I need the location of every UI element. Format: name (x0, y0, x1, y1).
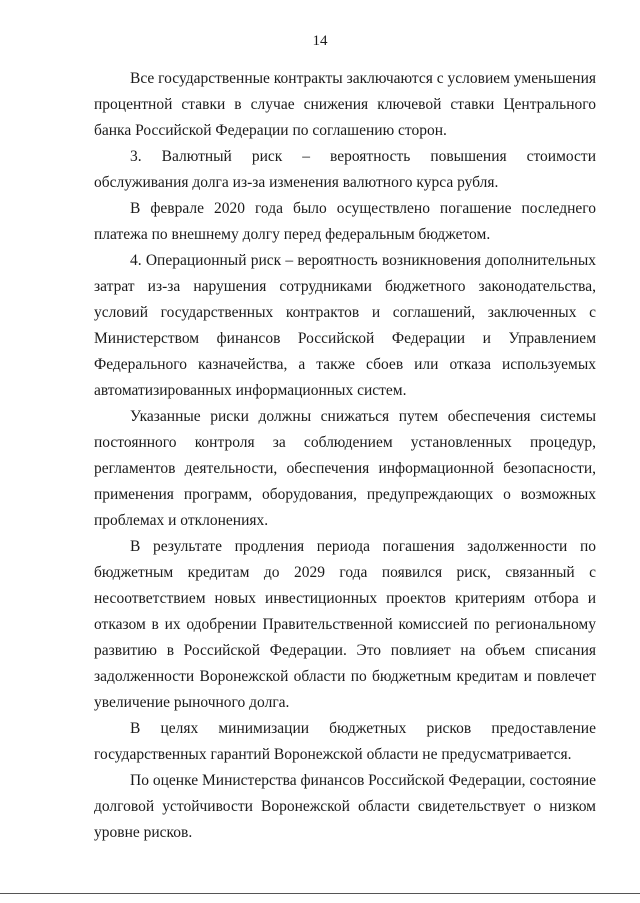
paragraph-external-debt: В феврале 2020 года было осуществлено погашение последнего платежа по внешнему долгу перед федеральным бюджетом. (94, 200, 596, 243)
paragraph-contracts: Все государственные контракты заключаются с условием уменьшения процентной ставки в случае снижения ключевой ставки Центрального банка Российской Федерации по соглашению сторон. (94, 70, 596, 139)
paragraph-budget-loans: В результате продления периода погашения задолженности по бюджетным кредитам до 2029 года появился риск, связанный с несоответствием новых инвестиционных проектов критериям отбора и отказом в их одобрении Правительственной комиссией по региональному развитию в Российской Федерации. Это повлияет на объем списания задолженности Воронежской области по бюджетным кредитам и повлечет увеличение рыночного долга. (94, 538, 596, 711)
document-body (94, 66, 596, 846)
paragraph-currency-risk: 3. Валютный риск – вероятность повышения стоимости обслуживания долга из-за изменения валютного курса рубля. (94, 148, 596, 191)
page-bottom-divider (0, 893, 640, 894)
paragraph-ministry-assessment: По оценке Министерства финансов Российской Федерации, состояние долговой устойчивости Воронежской области свидетельствует о низком уровне рисков. (94, 772, 596, 841)
page-number: 14 (312, 33, 328, 49)
paragraph-risk-mitigation: Указанные риски должны снижаться путем обеспечения системы постоянного контроля за соблюдением установленных процедур, регламентов деятельности, обеспечения информационной безопасности, применения программ, оборудования, предупреждающих о возможных проблемах и отклонениях. (94, 408, 596, 529)
paragraph-operational-risk: 4. Операционный риск – вероятность возникновения дополнительных затрат из-за нарушения сотрудниками бюджетного законодательства, условий государственных контрактов и соглашений, заключенных с Министерством финансов Российской Федерации и Управлением Федерального казначейства, а также сбоев или отказа используемых автоматизированных информационных систем. (94, 252, 596, 399)
paragraph-guarantees: В целях минимизации бюджетных рисков предоставление государственных гарантий Воронежской области не предусматривается. (94, 720, 596, 763)
